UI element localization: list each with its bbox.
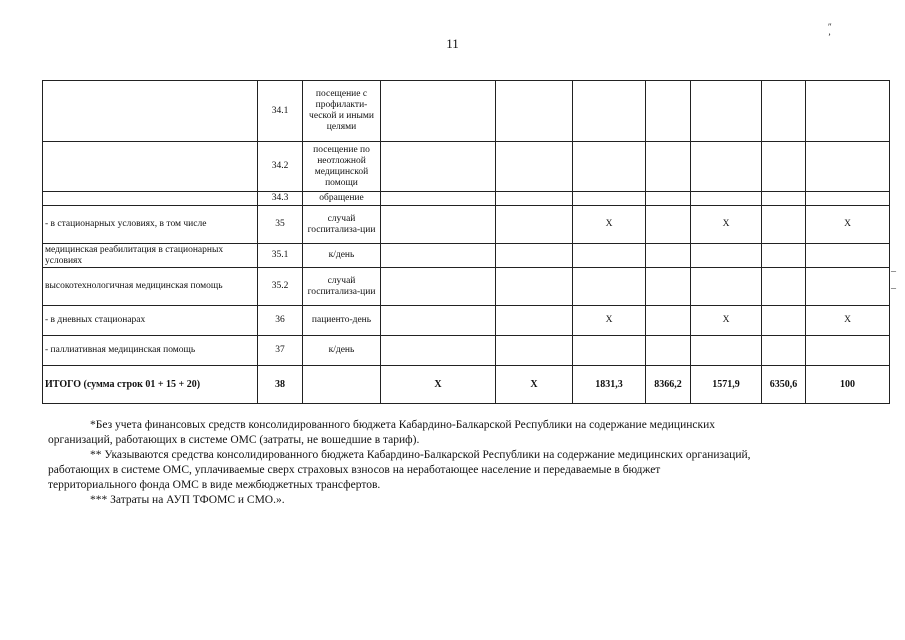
value-cell: [496, 244, 573, 268]
value-cell: X: [573, 306, 646, 336]
value-cell: [806, 81, 890, 142]
footnotes: [48, 418, 836, 508]
value-cell: [496, 206, 573, 244]
row-code: 38: [258, 366, 303, 404]
value-cell: [806, 336, 890, 366]
value-cell: [762, 244, 806, 268]
value-cell: 8366,2: [646, 366, 691, 404]
value-cell: [806, 142, 890, 192]
value-cell: [381, 244, 496, 268]
row-unit: обращение: [303, 192, 381, 206]
table-row: [43, 306, 890, 336]
row-unit: к/день: [303, 244, 381, 268]
row-unit: случай госпитализа-ции: [303, 268, 381, 306]
row-name: ИТОГО (сумма строк 01 + 15 + 20): [43, 366, 258, 404]
value-cell: 100: [806, 366, 890, 404]
report-table: [42, 80, 890, 404]
value-cell: [762, 336, 806, 366]
row-name: высокотехнологичная медицинская помощь: [43, 268, 258, 306]
value-cell: [806, 268, 890, 306]
row-code: 37: [258, 336, 303, 366]
value-cell: [496, 336, 573, 366]
row-code: 35.2: [258, 268, 303, 306]
value-cell: [691, 244, 762, 268]
value-cell: [381, 306, 496, 336]
value-cell: [762, 306, 806, 336]
value-cell: [806, 244, 890, 268]
row-code: 36: [258, 306, 303, 336]
row-name: - паллиативная медицинская помощь: [43, 336, 258, 366]
page-number: 11: [446, 36, 459, 51]
row-unit: посещение по неотложной медицинской помощи: [303, 142, 381, 192]
value-cell: [691, 142, 762, 192]
value-cell: [691, 192, 762, 206]
row-name: медицинская реабилитация в стационарных условиях: [43, 244, 258, 268]
row-code: 34.3: [258, 192, 303, 206]
table-row: [43, 268, 890, 306]
value-cell: [381, 81, 496, 142]
value-cell: [646, 268, 691, 306]
value-cell: [646, 244, 691, 268]
value-cell: [646, 336, 691, 366]
value-cell: X: [806, 206, 890, 244]
row-code: 35: [258, 206, 303, 244]
value-cell: [691, 336, 762, 366]
value-cell: [573, 192, 646, 206]
value-cell: [691, 268, 762, 306]
table-row: [43, 142, 890, 192]
value-cell: [381, 336, 496, 366]
value-cell: [381, 192, 496, 206]
footnote-2-cont: работающих в системе ОМС, уплачиваемые сверх страховых взносов на неработающее население и передаваемые в бюджет: [48, 464, 661, 476]
value-cell: 1571,9: [691, 366, 762, 404]
footnote-1: *Без учета финансовых средств консолидированного бюджета Кабардино-Балкарской Республики на содержание медицинских: [90, 419, 715, 431]
value-cell: [646, 306, 691, 336]
footnote-1-cont: организаций, работающих в системе ОМС (затраты, не вошедшие в тариф).: [48, 434, 420, 446]
table-row: [43, 336, 890, 366]
value-cell: [381, 206, 496, 244]
value-cell: [646, 192, 691, 206]
value-cell: [496, 268, 573, 306]
value-cell: [573, 81, 646, 142]
value-cell: [646, 206, 691, 244]
row-unit: посещение с профилакти-ческой и иными целями: [303, 81, 381, 142]
table-row: [43, 81, 890, 142]
table-row: [43, 366, 890, 404]
value-cell: X: [691, 206, 762, 244]
table-row: [43, 192, 890, 206]
value-cell: [762, 81, 806, 142]
value-cell: [573, 268, 646, 306]
value-cell: 1831,3: [573, 366, 646, 404]
row-unit: случай госпитализа-ции: [303, 206, 381, 244]
row-name: [43, 81, 258, 142]
footnote-2: ** Указываются средства консолидированного бюджета Кабардино-Балкарской Республики на содержание медицинских организаций,: [90, 449, 751, 461]
row-code: 34.2: [258, 142, 303, 192]
value-cell: [762, 142, 806, 192]
table-row: [43, 244, 890, 268]
row-name: - в дневных стационарах: [43, 306, 258, 336]
value-cell: [381, 268, 496, 306]
value-cell: [573, 336, 646, 366]
row-unit: к/день: [303, 336, 381, 366]
table-body: [43, 81, 890, 404]
value-cell: [646, 142, 691, 192]
value-cell: X: [573, 206, 646, 244]
footnote-2-cont: территориального фонда ОМС в виде межбюджетных трансфертов.: [48, 479, 381, 491]
row-name: [43, 142, 258, 192]
edge-mark: –: [891, 266, 896, 277]
value-cell: X: [691, 306, 762, 336]
value-cell: [691, 81, 762, 142]
value-cell: [496, 192, 573, 206]
value-cell: [762, 206, 806, 244]
value-cell: [762, 268, 806, 306]
footnote-3: *** Затраты на АУП ТФОМС и СМО.».: [90, 494, 285, 506]
row-code: 35.1: [258, 244, 303, 268]
value-cell: 6350,6: [762, 366, 806, 404]
row-name: - в стационарных условиях, в том числе: [43, 206, 258, 244]
row-unit: пациенто-день: [303, 306, 381, 336]
value-cell: X: [381, 366, 496, 404]
value-cell: [496, 81, 573, 142]
corner-marks: ″ ’: [828, 22, 866, 42]
value-cell: [806, 192, 890, 206]
row-code: 34.1: [258, 81, 303, 142]
edge-mark: –: [891, 283, 896, 294]
value-cell: [496, 142, 573, 192]
table-row: [43, 206, 890, 244]
value-cell: [646, 81, 691, 142]
row-unit: [303, 366, 381, 404]
row-name: [43, 192, 258, 206]
value-cell: [496, 306, 573, 336]
value-cell: [573, 244, 646, 268]
value-cell: [762, 192, 806, 206]
value-cell: X: [806, 306, 890, 336]
value-cell: X: [496, 366, 573, 404]
value-cell: [573, 142, 646, 192]
value-cell: [381, 142, 496, 192]
